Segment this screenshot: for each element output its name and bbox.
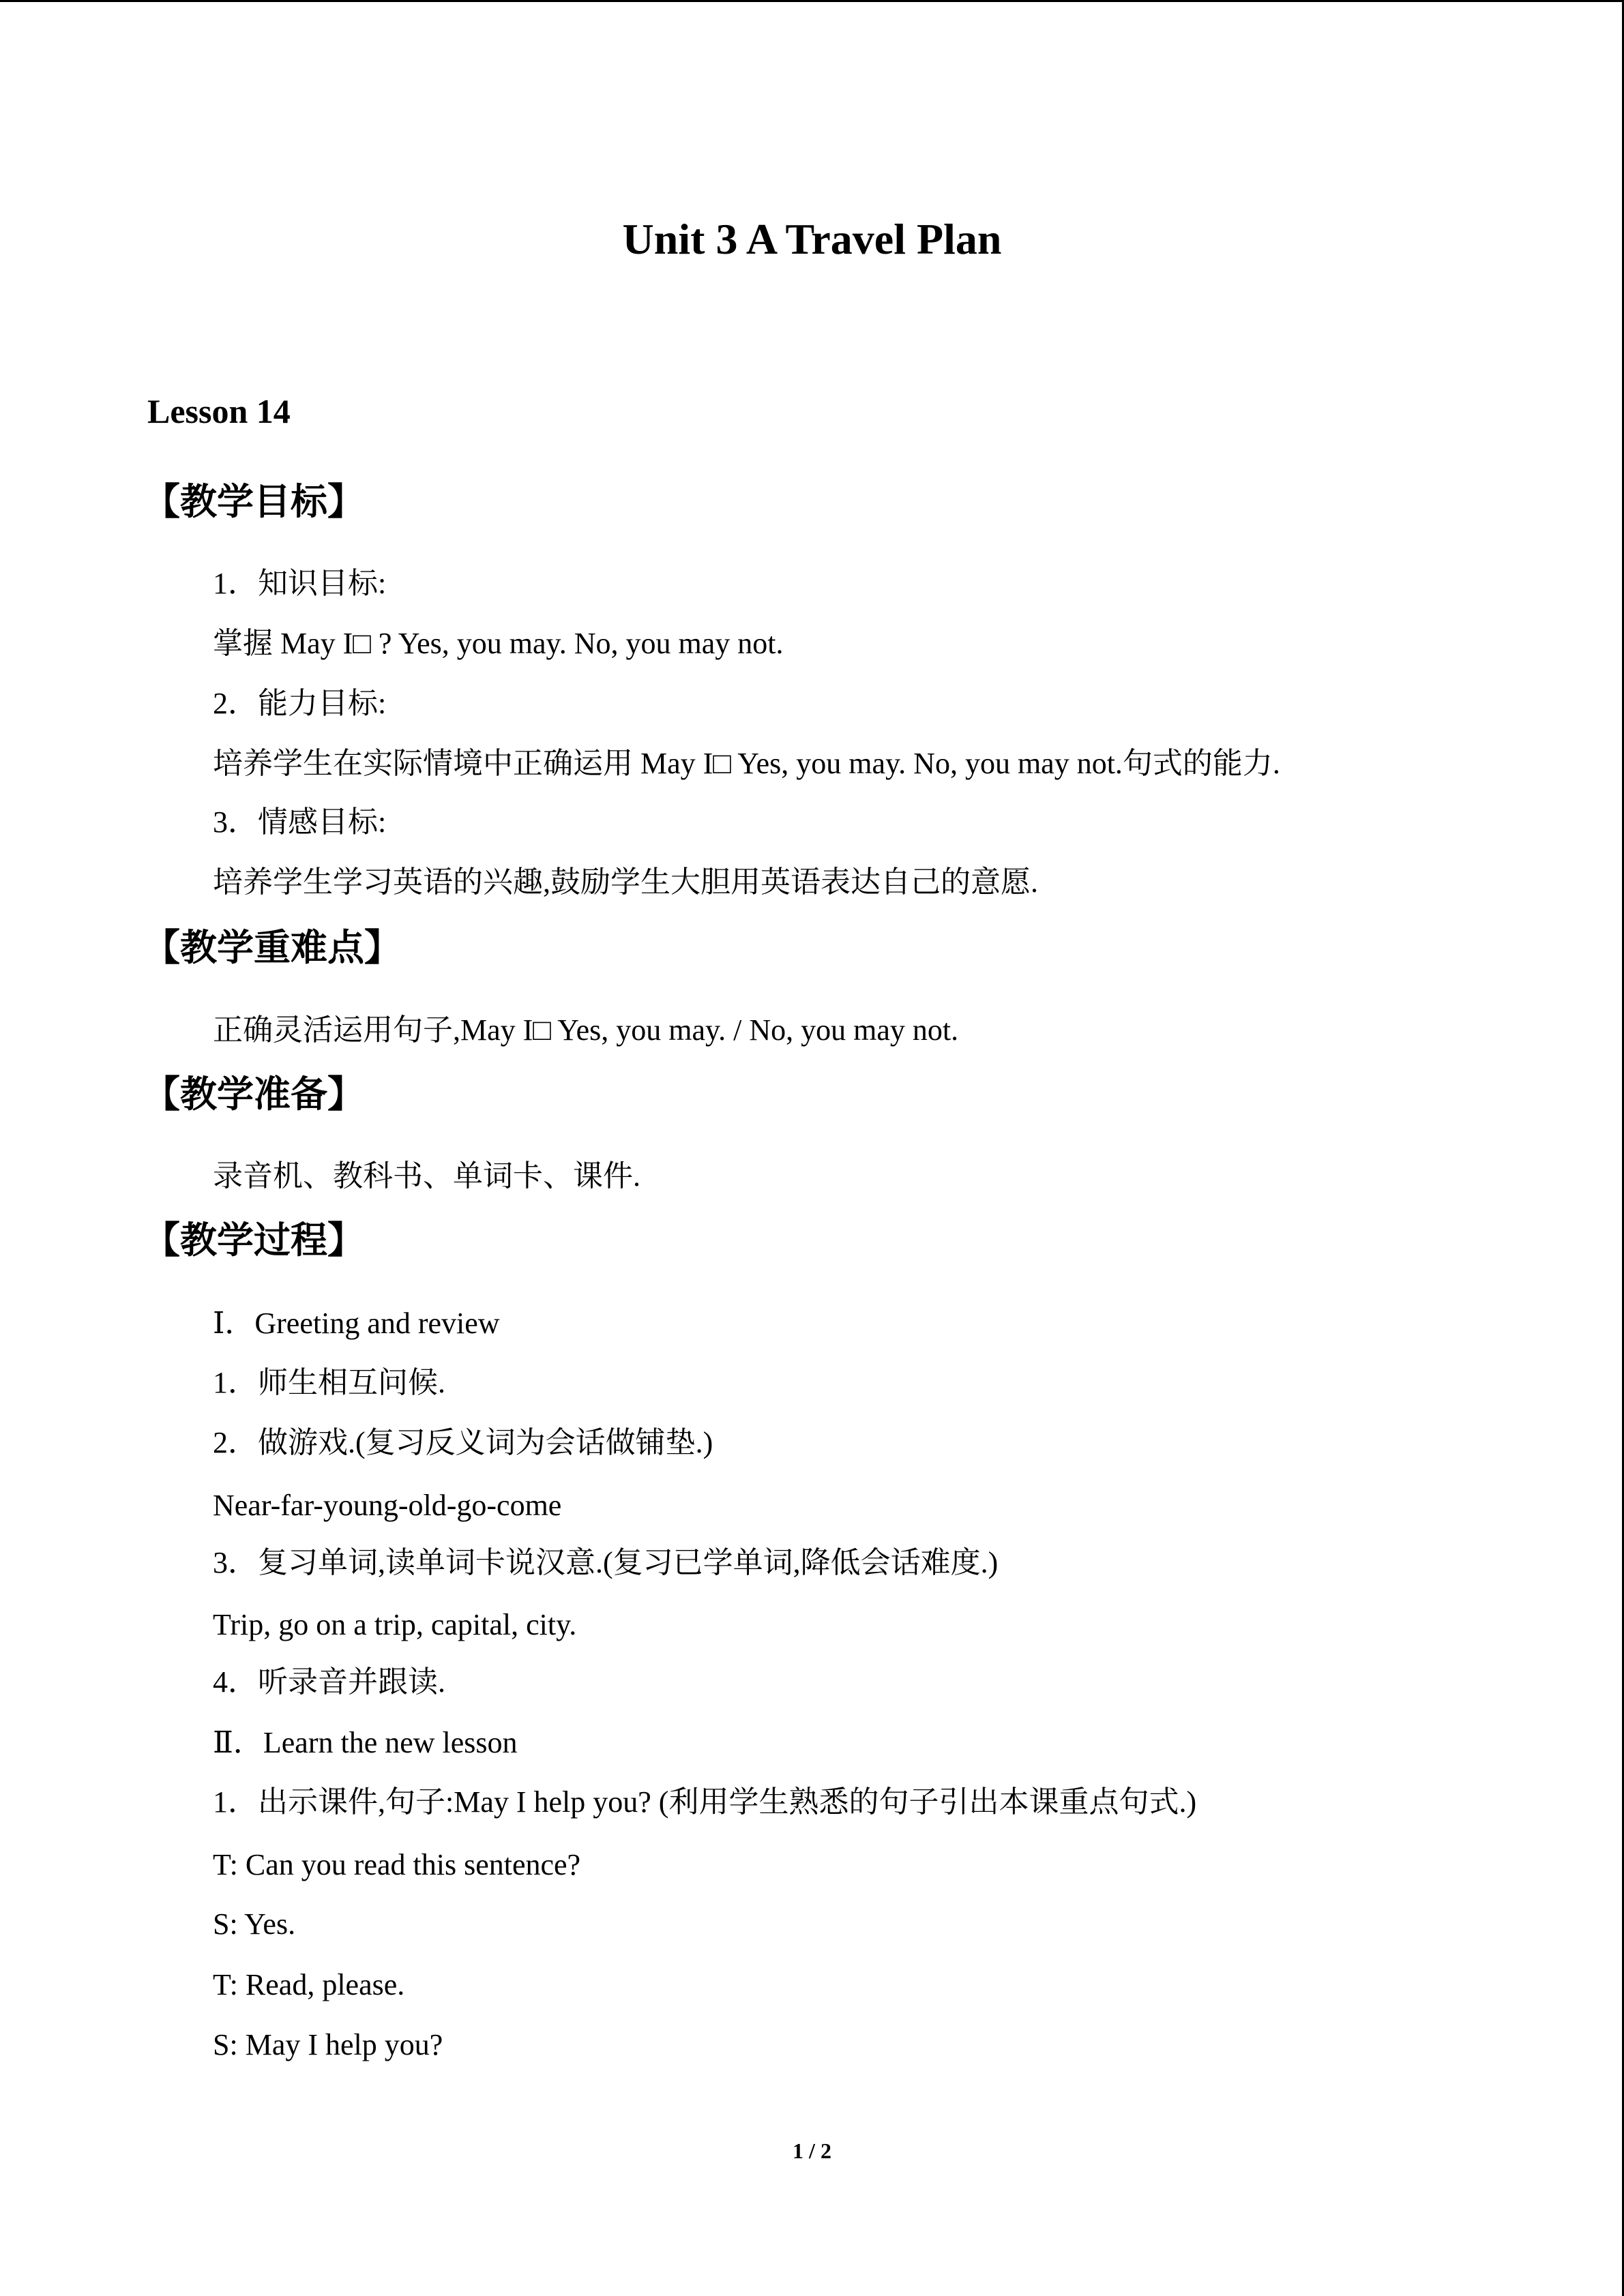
objectives-line: 掌握 May I□ ? Yes, you may. No, you may not. bbox=[213, 627, 784, 660]
process-line: 1．师生相互问候. bbox=[213, 1366, 445, 1399]
section-heading-preparation: 【教学准备】 bbox=[143, 1073, 364, 1116]
section-heading-process: 【教学过程】 bbox=[143, 1219, 364, 1262]
objectives-line: 培养学生学习英语的兴趣,鼓励学生大胆用英语表达自己的意愿. bbox=[213, 865, 1038, 899]
key-points-line: 正确灵活运用句子,May I□ Yes, you may. / No, you may not. bbox=[213, 1013, 959, 1047]
process-line: T: Can you read this sentence? bbox=[213, 1848, 581, 1881]
process-line: Trip, go on a trip, capital, city. bbox=[213, 1608, 577, 1641]
process-line: T: Read, please. bbox=[213, 1968, 405, 2001]
process-line: Near-far-young-old-go-come bbox=[213, 1489, 562, 1522]
page-number: 1 / 2 bbox=[793, 2138, 831, 2163]
process-line: Ⅱ．Learn the new lesson bbox=[213, 1726, 518, 1759]
process-line: 3．复习单词,读单词卡说汉意.(复习已学单词,降低会话难度.) bbox=[213, 1546, 999, 1579]
preparation-line: 录音机、教科书、单词卡、课件. bbox=[213, 1159, 640, 1193]
process-line: Ⅰ．Greeting and review bbox=[213, 1307, 500, 1340]
process-line: 4．听录音并跟读. bbox=[213, 1665, 445, 1699]
document-title: Unit 3 A Travel Plan bbox=[622, 215, 1002, 263]
objectives-line: 2．能力目标: bbox=[213, 687, 387, 720]
process-line: 1．出示课件,句子:May I help you? (利用学生熟悉的句子引出本课重点句式.) bbox=[213, 1785, 1197, 1819]
objectives-line: 1．知识目标: bbox=[213, 567, 387, 600]
section-heading-key-points: 【教学重难点】 bbox=[143, 926, 401, 969]
process-line: 2．做游戏.(复习反义词为会话做铺垫.) bbox=[213, 1426, 713, 1459]
objectives-line: 培养学生在实际情境中正确运用 May I□ Yes, you may. No, you may not.句式的能力. bbox=[213, 747, 1280, 780]
section-heading-objectives: 【教学目标】 bbox=[143, 480, 364, 523]
process-line: S: May I help you? bbox=[213, 2028, 443, 2061]
process-line: S: Yes. bbox=[213, 1907, 296, 1941]
objectives-line: 3．情感目标: bbox=[213, 805, 387, 839]
lesson-heading: Lesson 14 bbox=[147, 392, 291, 430]
